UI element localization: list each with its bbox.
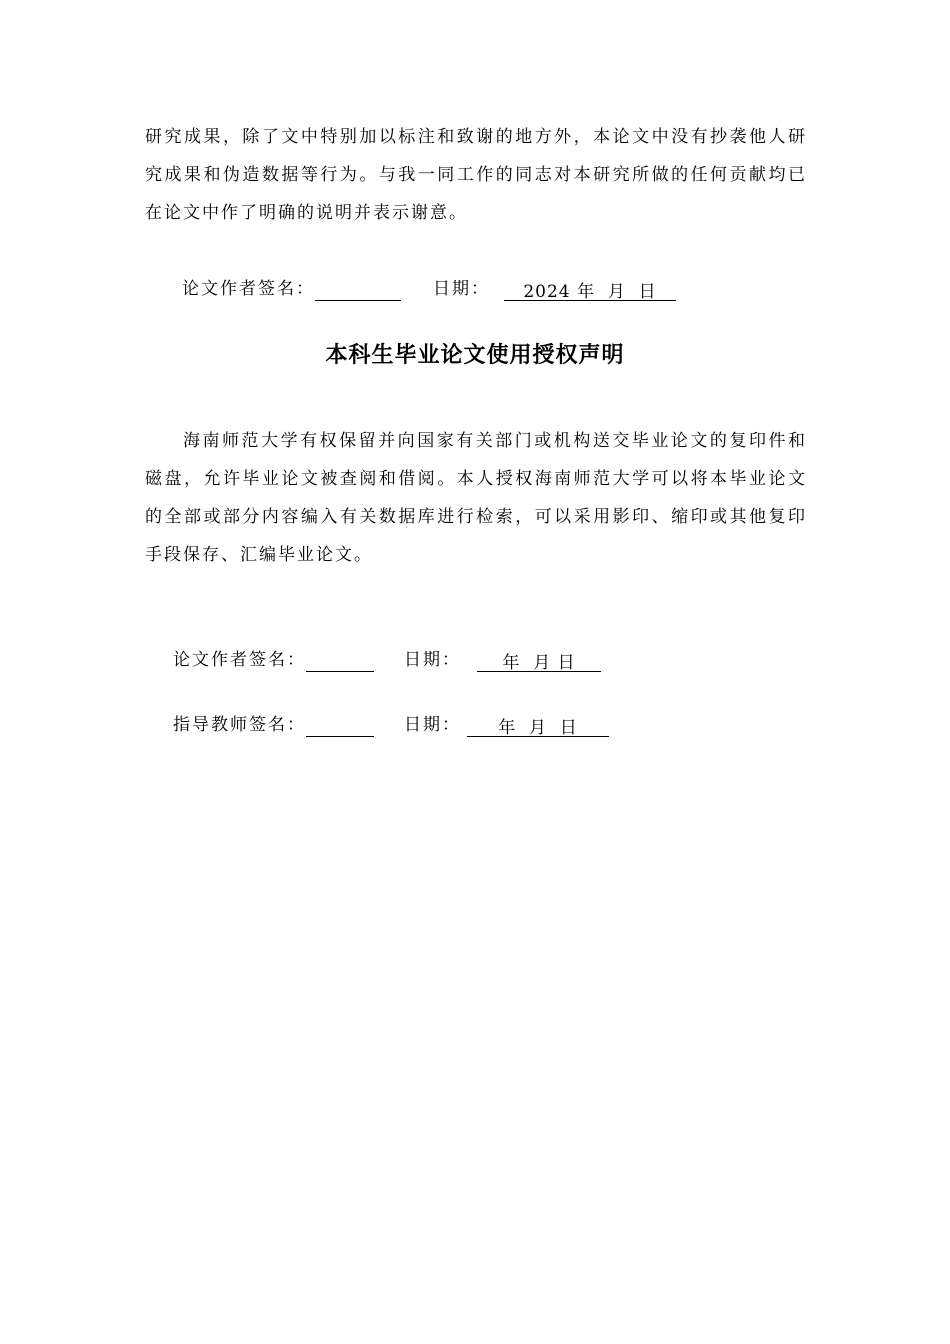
authorization-paragraph: 海南师范大学有权保留并向国家有关部门或机构送交毕业论文的复印件和磁盘，允许毕业论文被查阅和借阅。本人授权海南师范大学可以将本毕业论文的全部或部分内容编入有关数据库进行检索，可以采用影印、缩印或其他复印手段保存、汇编毕业论文。	[145, 431, 807, 565]
authorization-title: 本科生毕业论文使用授权声明	[325, 343, 625, 368]
advisor-date-field[interactable]: 年 月 日	[467, 716, 609, 737]
originality-signature-line	[182, 277, 676, 301]
advisor-date-label: 日期：	[404, 715, 461, 735]
advisor-signature-line	[173, 713, 609, 737]
author-signature-line	[173, 648, 601, 672]
author-signature-field[interactable]	[306, 651, 374, 672]
author-signature-label: 论文作者签名：	[182, 279, 315, 299]
date-label: 日期：	[433, 279, 490, 299]
advisor-signature-field[interactable]	[306, 716, 374, 737]
author-date-label: 日期：	[404, 650, 461, 670]
originality-paragraph-tail: 研究成果，除了文中特别加以标注和致谢的地方外，本论文中没有抄袭他人研究成果和伪造数据等行为。与我一同工作的同志对本研究所做的任何贡献均已在论文中作了明确的说明并表示谢意。	[145, 127, 807, 223]
author-signature-label: 论文作者签名：	[173, 650, 306, 670]
author-date-field[interactable]: 年 月 日	[477, 651, 601, 672]
date-field[interactable]: 2024 年 月 日	[504, 280, 676, 301]
author-signature-field[interactable]	[315, 280, 401, 301]
advisor-signature-label: 指导教师签名：	[173, 715, 306, 735]
